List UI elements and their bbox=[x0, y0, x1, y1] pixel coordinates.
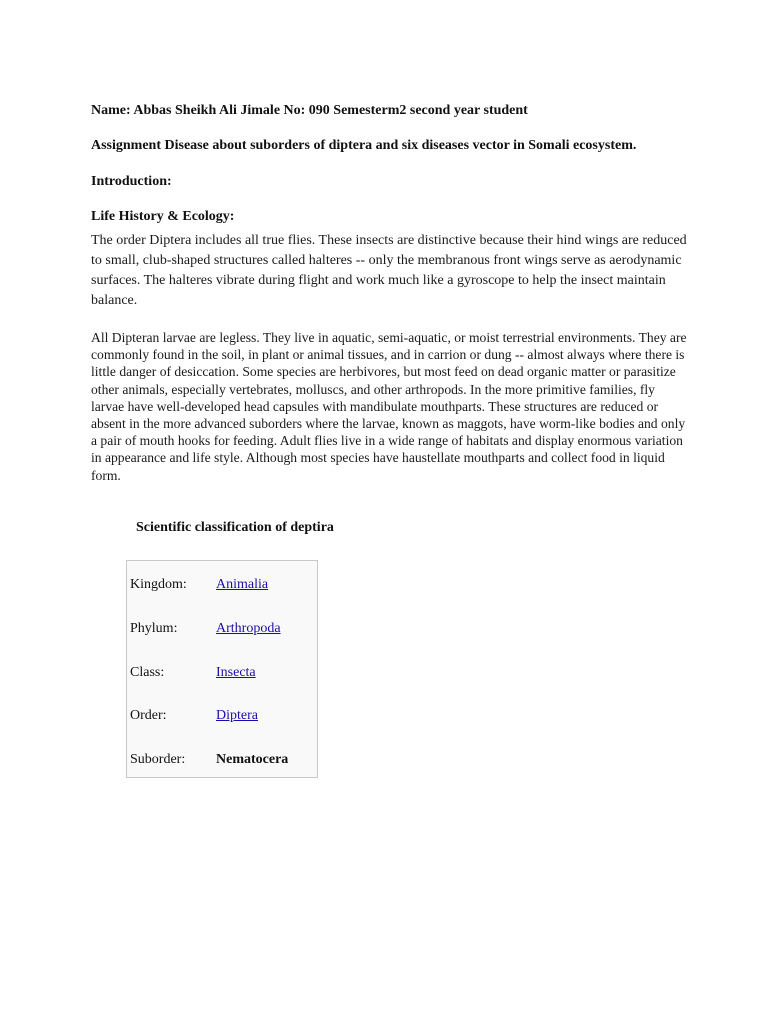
phylum-link[interactable]: Arthropoda bbox=[216, 621, 281, 636]
introduction-heading: Introduction: bbox=[91, 174, 172, 189]
student-info-line: Name: Abbas Sheikh Ali Jimale No: 090 Semesterm2 second year student bbox=[91, 103, 528, 118]
classification-heading: Scientific classification of deptira bbox=[136, 520, 334, 535]
phylum-label: Phylum: bbox=[130, 621, 178, 636]
class-link[interactable]: Insecta bbox=[216, 665, 256, 680]
kingdom-label: Kingdom: bbox=[130, 577, 187, 592]
section-heading: Life History & Ecology: bbox=[91, 209, 235, 224]
paragraph-halteres: The order Diptera includes all true flies. These insects are distinctive because their hind wings are reduced to small, club-shaped structures called halteres -- only the membranous front wings serve as aerodynamic surfaces. The halteres vibrate during flight and work much like a gyroscope to help the insect maintain balance. bbox=[91, 233, 687, 308]
assignment-title: Assignment Disease about suborders of diptera and six diseases vector in Somali ecosystem. bbox=[91, 138, 637, 153]
order-link[interactable]: Diptera bbox=[216, 708, 258, 723]
suborder-label: Suborder: bbox=[130, 752, 186, 767]
class-label: Class: bbox=[130, 665, 165, 680]
taxonomy-box bbox=[126, 560, 318, 778]
paragraph-larvae: All Dipteran larvae are legless. They live in aquatic, semi-aquatic, or moist terrestrial environments. They are commonly found in the soil, in plant or animal tissues, and in carrion or dung -- almost always where there is little danger of desiccation. Some species are herbivores, but most feed on dead organic matter or parasitize other animals, especially vertebrates, molluscs, and other arthropods. In the more primitive families, fly larvae have well-developed head capsules with mandibulate mouthparts. These structures are reduced or absent in the more advanced suborders where the larvae, known as maggots, have worm-like bodies and only a pair of mouth hooks for feeding. Adult flies live in a wide range of habitats and display enormous variation in appearance and life style. Although most species have haustellate mouthparts and collect food in liquid form. bbox=[91, 330, 687, 483]
order-label: Order: bbox=[130, 708, 167, 723]
suborder-value: Nematocera bbox=[216, 752, 289, 767]
kingdom-link[interactable]: Animalia bbox=[216, 577, 269, 592]
